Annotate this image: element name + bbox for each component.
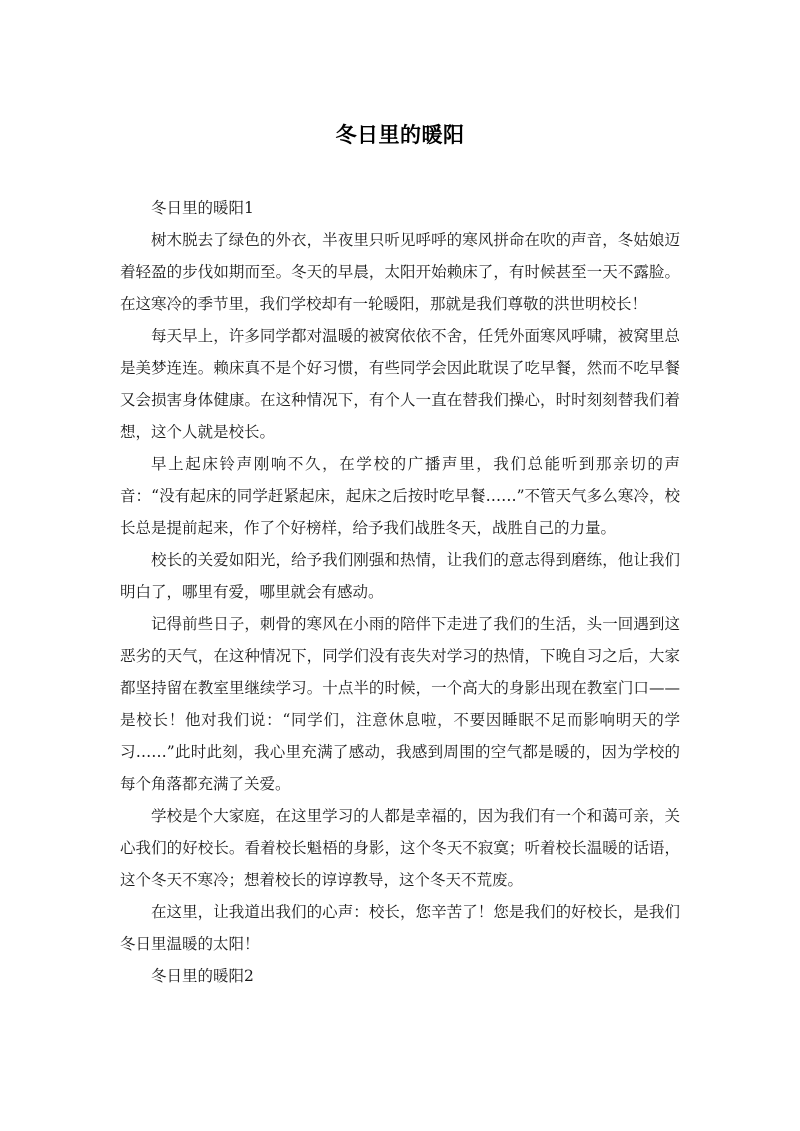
paragraph: 树木脱去了绿色的外衣，半夜里只听见呼呼的寒风拼命在吹的声音，冬姑娘迈着轻盈的步伐如期而至。冬天的早晨，太阳开始赖床了，有时候甚至一天不露脸。在这寒冷的季节里，我们学校却有一轮暖阳，那就是我们尊敬的洪世明校长！ xyxy=(120,231,680,313)
paragraph: 在这里，让我道出我们的心声：校长，您辛苦了！您是我们的好校长，是我们冬日里温暖的太阳！ xyxy=(120,903,680,953)
section-heading: 冬日里的暖阳1 xyxy=(151,199,254,217)
paragraph: 早上起床铃声刚响不久，在学校的广播声里，我们总能听到那亲切的声音：“没有起床的同学赶紧起床，起床之后按时吃早餐……”不管天气多么寒冷，校长总是提前起来，作了个好榜样，给予我们战胜冬天，战胜自己的力量。 xyxy=(120,455,680,537)
paragraph: 校长的关爱如阳光，给予我们刚强和热情，让我们的意志得到磨练，他让我们明白了，哪里有爱，哪里就会有感动。 xyxy=(120,551,680,601)
paragraph: 记得前些日子，刺骨的寒风在小雨的陪伴下走进了我们的生活，头一回遇到这恶劣的天气，在这种情况下，同学们没有丧失对学习的热情，下晚自习之后，大家都坚持留在教室里继续学习。十点半的时候，一个高大的身影出现在教室门口——是校长！他对我们说：“同学们，注意休息啦，不要因睡眠不足而影响明天的学习……”此时此刻，我心里充满了感动，我感到周围的空气都是暖的，因为学校的每个角落都充满了关爱。 xyxy=(120,615,680,793)
paragraph: 每天早上，许多同学都对温暖的被窝依依不舍，任凭外面寒风呼啸，被窝里总是美梦连连。赖床真不是个好习惯，有些同学会因此耽误了吃早餐，然而不吃早餐又会损害身体健康。在这种情况下，有个人一直在替我们操心，时时刻刻替我们着想，这个人就是校长。 xyxy=(120,327,680,441)
section-heading: 冬日里的暖阳2 xyxy=(151,967,254,985)
document-body xyxy=(120,192,680,992)
document-title: 冬日里的暖阳 xyxy=(335,123,465,147)
paragraph: 学校是个大家庭，在这里学习的人都是幸福的，因为我们有一个和蔼可亲，关心我们的好校长。看着校长魁梧的身影，这个冬天不寂寞；听着校长温暖的话语，这个冬天不寒冷；想着校长的谆谆教导，这个冬天不荒废。 xyxy=(120,807,680,889)
